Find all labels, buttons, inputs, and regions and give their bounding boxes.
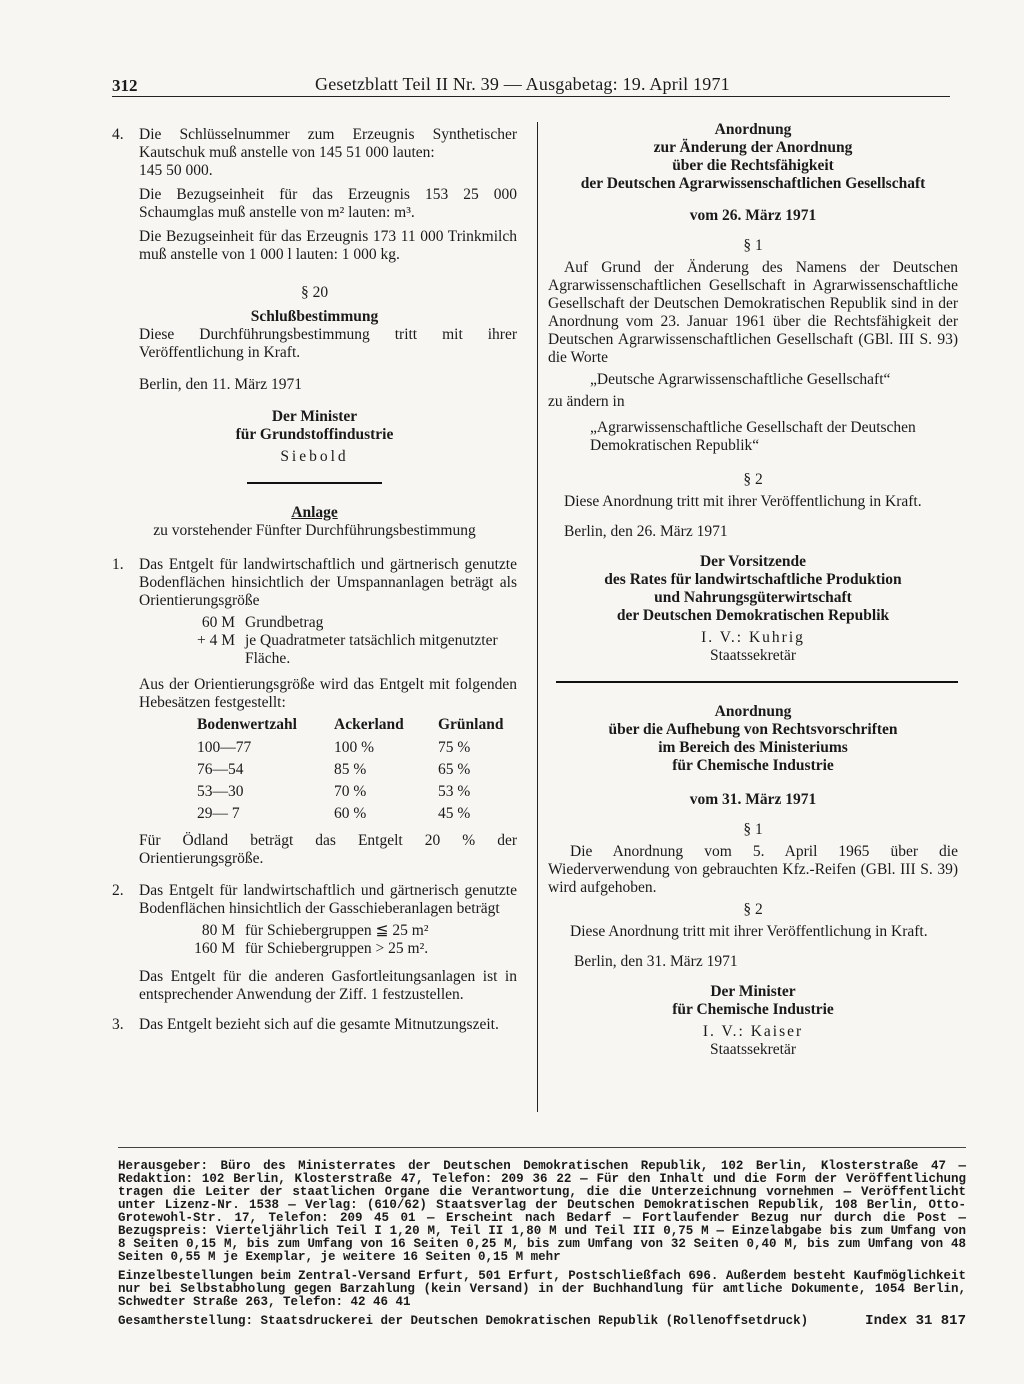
amount-value: 60 M (201, 614, 235, 631)
section-20-title: Schlußbestimmung (250, 308, 379, 325)
amount-row (139, 632, 517, 668)
anordnung2-title-1: Anordnung (714, 703, 792, 720)
table-row (197, 738, 503, 760)
page-number: 312 (112, 76, 138, 95)
anlage-subtitle: zu vorstehender Fünfter Durchführungsbestimmung (153, 522, 476, 539)
item-number: 1. (112, 556, 124, 573)
table-cell: 60 % (334, 805, 367, 822)
item1-text-3: Für Ödland beträgt das Entgelt 20 % der Orientierungsgröße. (139, 832, 517, 867)
anordnung1-date: vom 26. März 1971 (689, 207, 817, 224)
anordnung2-date: vom 31. März 1971 (689, 791, 817, 808)
anordnung2-signer-name: I. V.: Kaiser (702, 1023, 804, 1040)
signer-ministry: für Grundstoffindustrie (235, 426, 394, 443)
anordnung1-section-2-text: Diese Anordnung tritt mit ihrer Veröffentlichung in Kraft. (564, 493, 922, 510)
quote-old-name: „Deutsche Agrarwissenschaftliche Gesellschaft“ (590, 371, 891, 388)
table-cell: 76—54 (197, 761, 244, 778)
right-column (548, 121, 958, 1059)
signer-name: Siebold (280, 448, 349, 465)
imprint-rule (118, 1147, 966, 1148)
anordnung2-title-2: über die Aufhebung von Rechtsvorschriften (608, 721, 898, 738)
table-header-cell: Bodenwertzahl (197, 716, 297, 733)
item-number: 2. (112, 882, 124, 899)
item1-text-2: Aus der Orientierungsgröße wird das Entgelt mit folgenden Hebesätzen festgestellt: (139, 676, 517, 711)
table-row (197, 782, 503, 804)
table-row (197, 804, 503, 826)
imprint-footer-row (118, 1315, 966, 1328)
amount-text: für Schiebergruppen ≦ 25 m² (245, 922, 429, 939)
anordnung1-section-1-heading: § 1 (743, 237, 763, 254)
anordnung2-title-4: für Chemische Industrie (672, 757, 834, 774)
anlage-title: Anlage (291, 504, 338, 521)
list-item-2 (112, 882, 517, 1004)
section-20-heading: § 20 (300, 284, 329, 301)
amount-value: + 4 M (196, 632, 235, 649)
item1-text: Das Entgelt für landwirtschaftlich und gärtnerisch genutzte Bodenflächen hinsichtlich der Umspannanlagen beträgt als Orientierungsgröße (139, 556, 517, 609)
change-phrase: zu ändern in (548, 393, 625, 410)
table-header-row (197, 716, 503, 738)
table-cell: 45 % (438, 805, 471, 822)
anordnung1-title-3: über die Rechtsfähigkeit (672, 157, 834, 174)
item3-text: Das Entgelt bezieht sich auf die gesamte Mitnutzungszeit. (139, 1016, 499, 1033)
list-item-4 (112, 126, 517, 264)
item-number: 3. (112, 1016, 124, 1033)
anordnung1-title-2: zur Änderung der Anordnung (653, 139, 853, 156)
amount-row (139, 940, 517, 958)
anordnung1-signer-3: und Nahrungsgüterwirtschaft (654, 589, 852, 606)
anordnung2-section-1-heading: § 1 (743, 821, 763, 838)
item2-text: Das Entgelt für landwirtschaftlich und gärtnerisch genutzte Bodenflächen hinsichtlich der Gasschieberanlagen beträgt (139, 882, 517, 917)
item2-text-2: Das Entgelt für die anderen Gasfortleitungsanlagen ist in entsprechender Anwendung der Ziff. 1 festzustellen. (139, 968, 517, 1003)
anordnung1-section-2-heading: § 2 (743, 471, 763, 488)
table-cell: 53 % (438, 783, 471, 800)
quote-new-name: „Agrarwissenschaftliche Gesellschaft der Deutschen Demokratischen Republik“ (590, 419, 916, 454)
amount-text: für Schiebergruppen > 25 m². (245, 940, 429, 957)
signer-title: Der Minister (271, 408, 358, 425)
amount-text: je Quadratmeter tatsächlich mitgenutzter Fläche. (245, 632, 498, 667)
amount-text: Grundbetrag (245, 614, 324, 631)
anordnung1-section-1-text: Auf Grund der Änderung des Namens der Deutschen Agrarwissenschaftlichen Gesellschaft in Agrarwissenschaftliche Gesellschaft der Deutschen Demokratischen Republik sind in der Anordnung vom 23. Januar 1961 über die Rechtsfähigkeit der Deutschen Agrarwissenschaftlichen Gesellschaft (GBl. III S. 93) die Worte (548, 259, 958, 366)
anordnung1-signer-name: I. V.: Kuhrig (701, 629, 805, 646)
index-number: Index 31 817 (865, 1313, 966, 1329)
anordnung1-title-1: Anordnung (714, 121, 792, 138)
anordnung1-title-4: der Deutschen Agrarwissenschaftlichen Gesellschaft (580, 175, 926, 192)
imprint-orders: Einzelbestellungen beim Zentral-Versand Erfurt, 501 Erfurt, Postschließfach 696. Außerdem besteht Kaufmöglichkeit nur bei Selbstabholung gegen Barzahlung (kein Versand) in der Buchhandlung für amtliche Dokumente, 1054 Berlin, Schwedter Straße 263, Telefon: 42 46 41 (118, 1269, 966, 1309)
item-number: 4. (112, 126, 124, 143)
anordnung1-signer-4: der Deutschen Demokratischen Republik (616, 607, 890, 624)
amount-row (139, 614, 517, 632)
anordnung2-section-2-text: Diese Anordnung tritt mit ihrer Veröffentlichung in Kraft. (570, 923, 928, 940)
header-rule (112, 96, 950, 97)
anordnung2-place-date: Berlin, den 31. März 1971 (574, 953, 738, 970)
table-cell: 100 % (334, 739, 375, 756)
item4-number: 145 50 000. (139, 162, 213, 179)
anordnung2-title-3: im Bereich des Ministeriums (658, 739, 848, 756)
imprint-printer: Gesamtherstellung: Staatsdruckerei der Deutschen Demokratischen Republik (Rollenoffsetdruck) (118, 1314, 809, 1328)
left-column (112, 126, 517, 1034)
imprint-publisher: Herausgeber: Büro des Ministerrates der Deutschen Demokratischen Republik, 102 Berlin, Klosterstraße 47 — Redaktion: 102 Berlin, Klosterstraße 47, Telefon: 209 36 22 — Für den Inhalt und die Form der Veröffentlichung tragen die Leiter der staatlichen Organe die Verantwortung, die die Unterzeichnung vornehmen — Veröffentlicht unter Lizenz-Nr. 1538 — Verlag: (610/62) Staatsverlag der Deutschen Demokratischen Republik, 108 Berlin, Otto-Grotewohl-Str. 17, Telefon: 209 45 01 — Erscheint nach Bedarf — Fortlaufender Bezug nur durch die Post — Bezugspreis: Vierteljährlich Teil I 1,20 M, Teil II 1,80 M und Teil III 0,75 M — Einzelabgabe bis zum Umfang von 8 Seiten 0,15 M, bis zum Umfang von 16 Seiten 0,25 M, bis zum Umfang von 32 Seiten 0,40 M, bis zum Umfang von 48 Seiten 0,55 M je Exemplar, je weitere 16 Seiten 0,15 M mehr (118, 1159, 966, 1264)
anordnung1-signer-2: des Rates für landwirtschaftliche Produktion (604, 571, 902, 588)
amount-row (139, 922, 517, 940)
place-date: Berlin, den 11. März 1971 (139, 376, 302, 393)
item4-paragraph-3: Die Bezugseinheit für das Erzeugnis 173 11 000 Trinkmilch muß anstelle von 1 000 l lauten: 1 000 kg. (139, 228, 517, 263)
anordnung2-signer-1: Der Minister (710, 983, 796, 1000)
anordnung1-signer-1: Der Vorsitzende (699, 553, 807, 570)
anordnung2-signer-role: Staatssekretär (709, 1041, 797, 1058)
list-item-1 (112, 556, 517, 868)
amount-value: 80 M (201, 922, 235, 939)
item4-paragraph-2: Die Bezugseinheit für das Erzeugnis 153 25 000 Schaumglas muß anstelle von m² lauten: m³. (139, 186, 517, 221)
section-20-text: Diese Durchführungsbestimmung tritt mit ihrer Veröffentlichung in Kraft. (139, 326, 517, 361)
item4-paragraph-1: Die Schlüsselnummer zum Erzeugnis Synthetischer Kautschuk muß anstelle von 145 51 000 lauten: (139, 126, 517, 161)
table-row (197, 760, 503, 782)
column-divider (537, 122, 538, 1112)
table-cell: 29— 7 (197, 805, 240, 822)
table-cell: 65 % (438, 761, 471, 778)
table-cell: 70 % (334, 783, 367, 800)
table-cell: 100—77 (197, 739, 252, 756)
table-cell: 75 % (438, 739, 471, 756)
amount-value: 160 M (194, 940, 235, 957)
imprint (118, 1160, 966, 1328)
page-header-title: Gesetzblatt Teil II Nr. 39 — Ausgabetag: 19. April 1971 (315, 74, 730, 94)
anordnung1-signer-role: Staatssekretär (709, 647, 797, 664)
anordnung2-signer-2: für Chemische Industrie (672, 1001, 834, 1018)
anordnung2-section-1-text: Die Anordnung vom 5. April 1965 über die Wiederverwendung von gebrauchten Kfz.-Reifen (GBl. III S. 39) wird aufgehoben. (548, 843, 958, 896)
hebesaetze-table (197, 716, 503, 826)
anordnung2-section-2-heading: § 2 (743, 901, 763, 918)
table-header-cell: Ackerland (334, 716, 404, 733)
table-cell: 85 % (334, 761, 367, 778)
anordnung1-place-date: Berlin, den 26. März 1971 (564, 523, 728, 540)
list-item-3 (112, 1016, 517, 1034)
table-cell: 53—30 (197, 783, 244, 800)
table-header-cell: Grünland (438, 716, 504, 733)
